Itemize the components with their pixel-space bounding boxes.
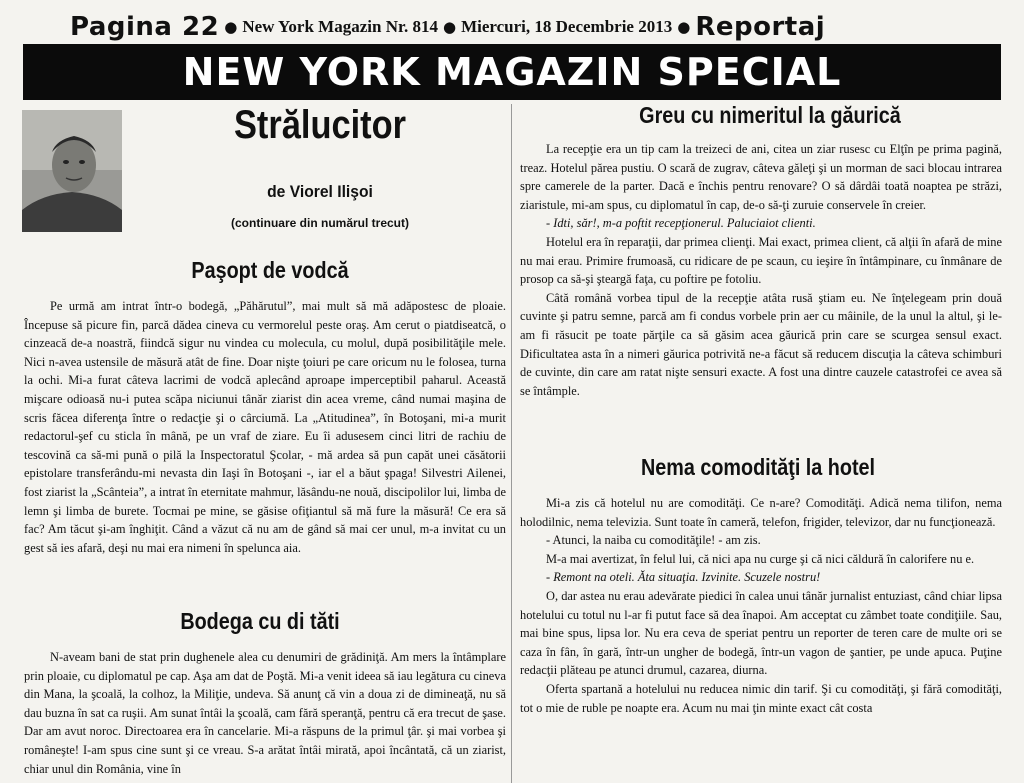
section-heading: Bodega cu di tăti — [180, 608, 340, 634]
paragraph: N-aveam bani de stat prin dughenele alea cu denumiri de grădiniţă. Am mers la întâmplare prin ploaie, cu diplomatul pe cap. Aşa am dat de Poştă. Mi-a venit ideea să iau legătura cu cineva din Mana, la şcoală, la colhoz, la Miliţie, undeva. Să anunţ că vin a doua zi de dimineaţă, nu să dau buzna în sat ca ruşii. Am sunat întâi la şcoală, cam fără speranţă, pentru că era trecut de şase. Dar am avut noroc. Directoarea era în cancelarie. Mi-a răspuns de la primul ţâr. şi mai vorbea şi româneşte! I-am spus cine sunt şi ce vreau. S-a arătat întâi mirată, apoi încântată, că un ziarist, chiar unul din România, vine în — [24, 650, 506, 776]
column-divider — [511, 104, 512, 783]
paragraph: O, dar astea nu erau adevărate piedici în calea unui tânăr jurnalist entuziast, când chiar lipsa hotelului cu totul nu l-ar fi putut face să dea înapoi. Am acceptat cu zâmbet toate condiţiile. Sau, mai bine spus, lipsa lor. Nu era ceva de speriat pentru un reporter de teren care de multe ori se caza în fân, în gară, într-un ungher de bodegă, într-un vagon de şantier, pe unde apuca. Puţine redacţii plăteau pe atunci drumul, cazarea, diurna. — [520, 588, 1002, 678]
paragraph: Câtă română vorbea tipul de la recepţie atâta rusă ştiam eu. Ne înţelegeam prin două cuvinte şi patru semne, parcă am fi condus vorbele prin aer cu mâinile, de la unul la altul, şi le-am fi răsucit pe toate părţile ca să găsim acea găurică prin care se scurgea sensul exact. Dificultatea asta în a nimeri găurica potrivită ne-a făcut să reducem discuţia la câteva schimburi de cuvinte, din care am ratat nişte sensuri exacte. A fost una dintre cauzele catastrofei ce avea să se întâmple. — [520, 290, 1002, 398]
separator-dot: ● — [442, 18, 457, 36]
article-text — [24, 648, 506, 783]
section-heading: Paşopt de vodcă — [191, 257, 349, 283]
page-header — [70, 14, 960, 40]
paragraph: - Atunci, la naiba cu comodităţile! - am zis. — [546, 533, 761, 548]
paragraph: - Idti, săr!, m-a poftit recepţionerul. Paluciaiot clienti. — [546, 216, 816, 231]
issue-number: New York Magazin Nr. 814 — [242, 17, 438, 36]
magazine-banner: NEW YORK MAGAZIN SPECIAL — [23, 44, 1001, 100]
paragraph: M-a mai avertizat, în felul lui, că nici apa nu curge şi că nici căldură în calorifere nu e. — [546, 551, 975, 566]
paragraph: La recepţie era un tip cam la treizeci de ani, citea un ziar rusesc cu Elţîn pe prima pagină, treaz. Hotelul părea pustiu. O scară de zugrav, câteva găleţi şi un morman de saci blocau intrarea spre camerele de la parter. Dacă e închis pentru renovare? O să dârdâi toată noaptea pe străzi, ziaristule, mi-am spus, cu diplomatul în cap, de-o să-ţi zuruie conservele în creier. — [520, 142, 1002, 212]
article-title: Strălucitor — [233, 103, 407, 147]
paragraph: - Remont na oteli. Ăta situaţia. Izvinite. Scuzele nostru! — [546, 570, 821, 585]
section-name: Reportaj — [695, 12, 826, 42]
issue-date: Miercuri, 18 Decembrie 2013 — [461, 17, 673, 36]
continued-note: (continuare din numărul trecut) — [230, 216, 409, 230]
paragraph: Hotelul era în reparaţii, dar primea clienţi. Mai exact, primea client, că alţii în afară de mine nu mai erau. Primire frumoasă, cu ridicare de pe scaun, cu ieşire în întâmpinare, cu înmânare de prosop ca să-şi şteargă faţa, cu poftire pe fotoliu. — [520, 234, 1002, 287]
paragraph: Oferta spartană a hotelului nu reducea nimic din tarif. Şi cu comodităţi, şi fără comodităţi, tot o mie de ruble pe noapte era. Acum nu mai ţin minte exact cât costa — [520, 681, 1002, 715]
separator-dot: ● — [224, 18, 238, 36]
paragraph: Mi-a zis că hotelul nu are comodităţi. Ce n-are? Comodităţi. Adică nema tilifon, nema holodilnic, nema televizia. Sunt toate în cameră, telefon, frigider, televizor, dar nu funcţionează. — [520, 496, 1002, 529]
section-heading: Greu cu nimeritul la găurică — [639, 102, 901, 128]
article-author: de Viorel Ilişoi — [267, 182, 373, 201]
page-number: Pagina 22 — [70, 12, 220, 42]
article-text — [520, 494, 1002, 783]
paragraph: Pe urmă am intrat într-o bodegă, „Păhărutul”, mai mult să mă adăpostesc de ploaie. Începuse să picure fin, parcă dădea cineva cu vermorelul peste oraş. Am cerut o piatdiseatcă, o cinzeacă de-a noastră, fiindcă sigur nu vindea cu molecula, cu molul, după posibilităţile mele. Nici n-avea ustensile de măsură atât de fine. Doar nişte ţoiuri pe care oricum nu le folosea, turna la ochi. Mi-a furat câteva lacrimi de vodcă aplecând aproape imperceptibil paharul. Această mişcare odioasă nu-i putea scăpa niciunui tânăr ziarist din acea vreme, când numai maşina de scris făcea diferenţa între o redacţie şi o cârciumă. La „Atitudinea”, în Botoşani, mi-a murit redactorul-şef cu sticla în mână, pe un vraf de ziare. Eu îi adusesem cinci litri de rachiu de tescovină ca să-mi pună o pilă la Inspectoratul Şcolar, - mă ardea să pun capăt unei căsătorii epistolare transferându-mi nevasta din Iaşi în Botoşani -, iar el a băut şpaga! Silvestri Ailenei, fost ziarist la „Scânteia”, a intrat în eternitate mahmur, lăsându-ne nouă, discipolilor lui, limba de lemn şi limba de burete. Tocmai pe mine, se găsise ofiţiantul să mă fure la măsură! Ce era să fac? Am tăcut şi-am înghiţit. Când a văzut că nu am de gând să mai cer unul, m-a invitat cu un gest să ies afară, deşi nu mai era nimeni în spelunca aia. — [24, 299, 506, 555]
article-text — [24, 297, 506, 589]
separator-dot: ● — [677, 18, 691, 36]
article-text — [520, 140, 1002, 434]
author-photo — [22, 110, 122, 232]
section-heading: Nema comodităţi la hotel — [640, 454, 876, 480]
